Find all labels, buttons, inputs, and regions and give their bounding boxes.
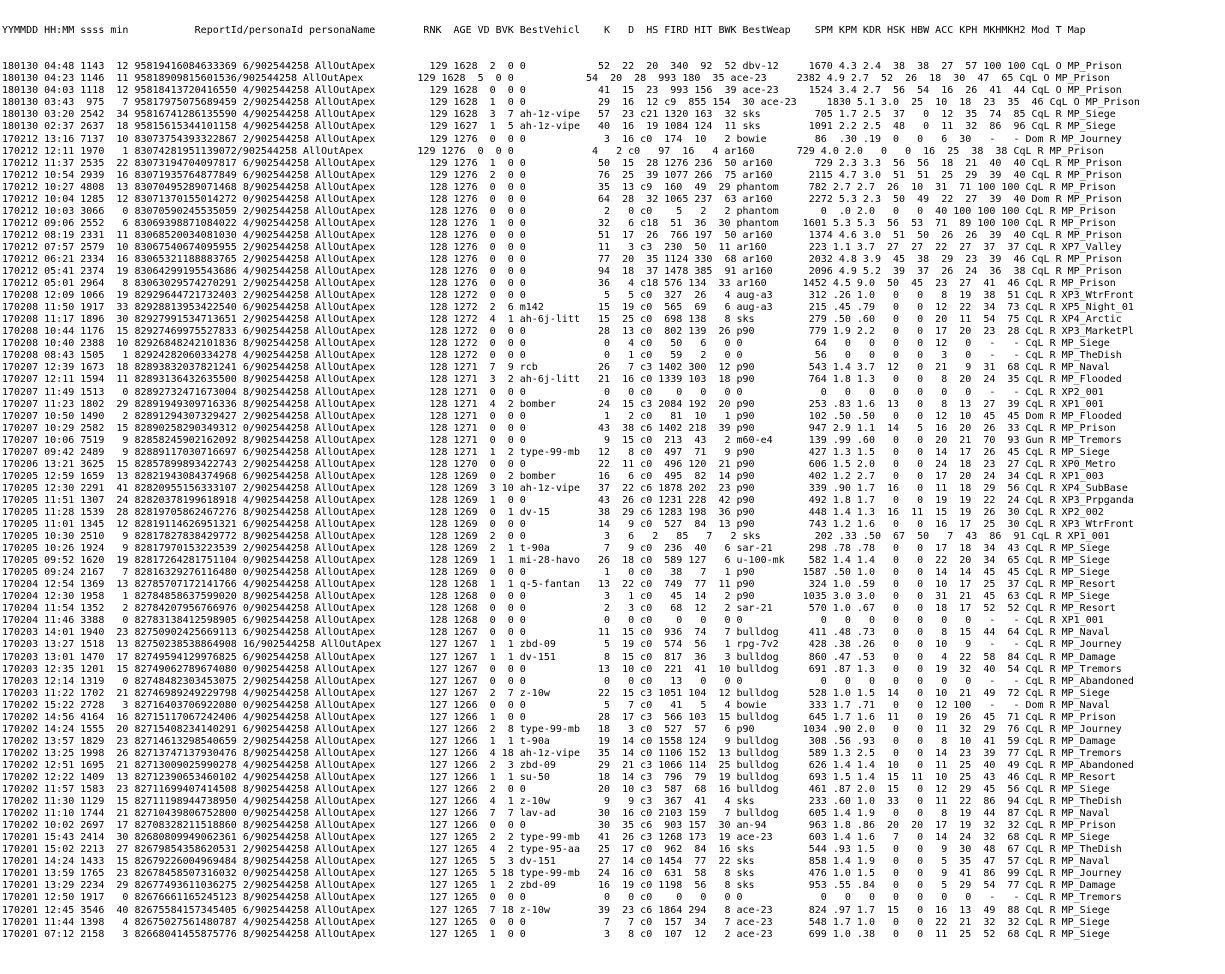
report-row: 170212 12:11 1970 1 83074281951139072/902544258 AllOutApex 129 1276 0 0 0 4 2 c0 97 16 4 ar160 729 4.0 2.0 0 0 16 25 38 38 CqL R MP_Prison: [2, 145, 1104, 157]
report-row: 170203 12:14 1319 0 82748482303453075 2/902544258 AllOutApex 127 1267 0 0 0 0 0 c0 13 0 0 0 0 0 0 0 0 0 0 - - CqL R MP_Abandoned: [2, 675, 1134, 687]
report-row: 170204 11:46 3388 0 82783138412598905 6/902544258 AllOutApex 128 1268 0 0 0 0 0 c0 0 0 0 0 0 0 0 0 0 0 0 - - CqL R XP1_001: [2, 615, 1104, 627]
report-row: 170212 09:06 2552 6 83069398871084022 4/902544258 AllOutApex 128 1276 1 0 0 32 6 c18 51 36 30 phantom 1601 5.3 5.3 56 53 71 89 100 100 CqL R MP_Prison: [2, 217, 1116, 229]
report-row: 170202 11:10 1744 21 82710439806752800 0/902544258 AllOutApex 127 1266 7 7 lav-ad 30 16 c0 2103 159 7 bulldog 605 1.4 1.9 0 0 8 19 44 87 CqL R MP_Naval: [2, 808, 1110, 820]
report-row: 180130 03:43 975 7 95817975075689459 2/902544258 AllOutApex 129 1628 1 0 0 29 16 12 c9 855 154 30 ace-23 1830 5.1 3.0 25 10 18 23 35 46 CqL O MP_Prison: [2, 97, 1140, 109]
report-row: 180130 03:20 2542 34 95816741286135590 4/902544258 AllOutApex 129 1628 3 7 ah-1z-vipe 57 23 c21 1320 163 32 sks 705 1.7 2.5 37 0 12 35 74 85 CqL R MP_Siege: [2, 109, 1116, 121]
column-header-row: YYMMDD HH:MM ssss min ReportId/personaId personaName RNK AGE VD BVK BestVehicl K D HS FIRD HIT BWK BestWeap SPM KPM KDR HSK HBW ACC KPH MKHMKH2 Mod T Map: [2, 25, 1086, 37]
report-row: 170201 12:50 1917 0 82676661165245123 8/902544258 AllOutApex 127 1265 0 0 0 0 0 c0 0 0 0 0 0 0 0 0 0 0 0 - - CqL R MP_Tremors: [2, 892, 1122, 904]
report-row: 180130 04:23 1146 11 95818909815601536/902544258 AllOutApex 129 1628 5 0 0 54 20 28 993 180 35 ace-23 2382 4.9 2.7 52 26 18 30 47 65 CqL O MP_Prison: [2, 73, 1110, 85]
report-row: 170205 10:30 2510 9 82817827838429772 8/902544258 AllOutApex 128 1269 2 0 0 3 6 2 85 7 2 sks 202 .33 .50 67 50 7 43 86 91 CqL R XP1_001: [2, 531, 1110, 543]
report-row: 170208 10:40 2388 10 82926848242101836 8/902544258 AllOutApex 128 1272 0 0 0 0 4 c0 50 6 0 0 64 0 0 0 0 12 0 - - CqL R MP_Siege: [2, 338, 1110, 350]
stats-report-listing: [2, 1, 1214, 953]
report-row: 170202 14:56 4164 16 82715117067242406 4/902544258 AllOutApex 127 1266 1 0 0 28 17 c3 566 103 15 bulldog 645 1.7 1.6 11 0 19 26 45 71 CqL R MP_Prison: [2, 711, 1116, 723]
report-row: 170203 13:01 1470 17 82749594129976825 6/902544258 AllOutApex 127 1267 1 1 dv-151 8 15 c0 817 36 3 bulldog 860 .47 .53 0 0 4 22 58 84 CqL R MP_Damage: [2, 651, 1116, 663]
report-row: 170207 11:23 1802 29 82891949309716336 8/902544258 AllOutApex 128 1271 4 2 bomber 24 15 c3 2084 192 20 p90 253 .83 1.6 13 0 8 13 27 39 CqL R XP1_001: [2, 398, 1104, 410]
report-row: 170205 11:28 1539 28 82819705862467276 8/902544258 AllOutApex 128 1269 0 1 dv-15 38 29 c6 1283 198 36 p90 448 1.4 1.3 16 11 15 19 26 30 CqL R XP2_002: [2, 506, 1104, 518]
report-row: 170207 09:42 2489 9 82889117030716697 6/902544258 AllOutApex 128 1271 1 2 type-99-mb 12 8 c0 497 71 9 p90 427 1.3 1.5 0 0 14 17 26 45 CqL R MP_Siege: [2, 446, 1110, 458]
report-row: 170202 13:25 1998 26 82713747137930476 8/902544258 AllOutApex 127 1266 4 18 ah-1z-vipe 35 14 c0 1106 152 13 bulldog 589 1.3 2.5 0 0 14 23 39 77 CqL R MP_Tremors: [2, 747, 1122, 759]
report-row: 170208 08:43 1505 1 82924282060334278 4/902544258 AllOutApex 128 1272 0 0 0 0 1 c0 59 2 0 0 56 0 0 0 0 3 0 - - CqL R MP_TheDish: [2, 350, 1122, 362]
report-row: 170212 05:41 2374 19 83064299195543686 4/902544258 AllOutApex 128 1276 0 0 0 94 18 37 1478 385 91 ar160 2096 4.9 5.2 39 37 26 24 36 38 CqL R MP_Prison: [2, 266, 1122, 278]
report-row: 180130 04:03 1118 12 95818413720416550 4/902544258 AllOutApex 129 1628 0 0 0 41 15 23 993 156 39 ace-23 1524 3.4 2.7 56 54 16 26 41 44 CqL O MP_Prison: [2, 85, 1122, 97]
report-row: 170203 12:35 1201 15 82749062789674080 0/902544258 AllOutApex 127 1267 0 0 0 13 10 c0 221 41 10 bulldog 691 .87 1.3 0 0 19 32 40 54 CqL R MP_Tremors: [2, 663, 1122, 675]
report-row: 170204 11:54 1352 2 82784207956766976 0/902544258 AllOutApex 128 1268 0 0 0 2 3 c0 68 12 2 sar-21 570 1.0 .67 0 0 18 17 52 52 CqL R MP_Resort: [2, 603, 1116, 615]
report-row: 170205 09:24 2167 7 82816329276116480 0/902544258 AllOutApex 128 1269 0 0 0 1 0 c0 38 7 1 p90 1587 .50 1.0 0 0 14 14 45 45 CqL R MP_Siege: [2, 567, 1110, 579]
report-row: 170205 11:01 1345 12 82819114626951321 6/902544258 AllOutApex 128 1269 0 0 0 14 9 c0 527 84 13 p90 743 1.2 1.6 0 0 16 17 25 30 CqL R XP3_WtrFront: [2, 519, 1134, 531]
report-row: 170202 12:22 1409 13 82712390653460102 4/902544258 AllOutApex 127 1266 1 1 su-50 18 14 c3 796 79 19 bulldog 693 1.5 1.4 15 11 10 25 43 46 CqL R MP_Resort: [2, 772, 1116, 783]
report-row: 170212 06:21 2334 16 83065321188883765 2/902544258 AllOutApex 128 1276 0 0 0 77 20 35 1124 330 68 ar160 2032 4.8 3.9 45 38 29 23 39 46 CqL R MP_Prison: [2, 253, 1122, 265]
report-row: 170207 12:39 1673 18 82893832037821241 6/902544258 AllOutApex 128 1271 7 9 rcb 26 7 c3 1402 300 12 p90 543 1.4 3.7 12 0 21 9 31 68 CqL R MP_Naval: [2, 362, 1110, 374]
report-row: 170212 05:01 2964 8 83063029574270291 2/902544258 AllOutApex 128 1276 0 0 0 36 4 c18 576 134 33 ar160 1452 4.5 9.0 50 45 23 27 41 46 CqL R MP_Prison: [2, 278, 1116, 290]
right-edge-strip: [1217, 0, 1225, 974]
report-row: 170203 11:22 1702 21 82746989249229798 4/902544258 AllOutApex 127 1267 2 7 z-10w 22 15 c3 1051 104 12 bulldog 528 1.0 1.5 14 0 10 21 49 72 CqL R MP_Siege: [2, 687, 1110, 699]
report-row: 170204 12:30 1958 1 82784858637599020 8/902544258 AllOutApex 128 1268 0 0 0 3 1 c0 45 14 2 p90 1035 3.0 3.0 0 0 31 21 45 63 CqL R MP_Siege: [2, 591, 1110, 603]
report-row: 170207 12:11 1594 11 82893136432635500 8/902544258 AllOutApex 128 1271 3 2 ah-6j-litt 21 16 c0 1339 103 18 p90 764 1.8 1.3 0 0 8 20 24 35 CqL R MP_Flooded: [2, 374, 1122, 386]
report-row: 170212 08:19 2331 11 83068520034081030 4/902544258 AllOutApex 128 1276 0 0 0 51 17 26 766 197 50 ar160 1374 4.6 3.0 51 50 26 26 39 40 CqL R MP_Prison: [2, 229, 1122, 241]
report-row: 170205 09:52 1620 19 82817264281751104 0/902544258 AllOutApex 128 1269 1 1 mi-28-havo 26 18 c0 589 127 6 u-100-mk 582 1.4 1.4 0 0 22 20 34 65 CqL R MP_Siege: [2, 555, 1110, 567]
report-row: 170205 11:51 1307 24 82820378199618918 4/902544258 AllOutApex 128 1269 1 0 0 43 26 c0 1231 228 42 p90 492 1.8 1.7 0 0 19 19 22 24 CqL R XP3_Prpganda: [2, 494, 1134, 506]
report-row: 170203 14:01 1940 23 82750902425669113 6/902544258 AllOutApex 128 1267 0 0 0 11 15 c0 936 74 7 bulldog 411 .48 .73 0 0 8 15 44 64 CqL R MP_Naval: [2, 627, 1110, 639]
report-row: 170212 07:57 2579 10 83067540674095955 2/902544258 AllOutApex 128 1276 0 0 0 11 3 c3 230 50 11 ar160 223 1.1 3.7 27 27 22 27 37 37 CqL R XP7_Valley: [2, 241, 1122, 253]
report-row: 170208 10:44 1176 15 82927469975527833 6/902544258 AllOutApex 128 1272 0 0 0 28 13 c0 802 139 26 p90 779 1.9 2.2 0 0 17 20 23 28 CqL R XP3_MarketPl: [2, 326, 1134, 338]
report-row: 180130 04:48 1143 12 95819416084633369 6/902544258 AllOutApex 129 1628 2 0 0 52 22 20 340 92 52 dbv-12 1670 4.3 2.4 38 38 27 57 100 100 CqL O MP_Prison: [2, 61, 1122, 73]
report-row: 170212 10:54 2939 16 83071935764877849 6/902544258 AllOutApex 129 1276 2 0 0 76 25 39 1077 266 75 ar160 2115 4.7 3.0 51 51 25 29 39 40 CqL R MP_Prison: [2, 169, 1122, 181]
report-row: 170212 10:04 1285 12 83071370155014272 0/902544258 AllOutApex 128 1276 0 0 0 64 28 32 1065 237 63 ar160 2272 5.3 2.3 50 49 22 27 39 40 Dom R MP_Prison: [2, 193, 1122, 205]
report-row: 170202 10:02 2697 17 82708328211518860 8/902544258 AllOutApex 127 1266 0 0 0 30 35 c6 903 157 30 an-94 963 1.8 .86 20 20 17 19 32 32 CqL R MP_Prison: [2, 820, 1116, 832]
report-row: 170207 10:50 1490 2 82891294307329427 2/902544258 AllOutApex 128 1271 0 0 0 1 2 c0 81 10 1 p90 102 .50 .50 0 0 12 10 45 45 Dom R MP_Flooded: [2, 410, 1122, 422]
report-row: 170207 10:29 2582 15 82890258290349312 0/902544258 AllOutApex 128 1271 0 0 0 43 38 c6 1402 218 39 p90 947 2.9 1.1 14 5 16 20 26 33 CqL R MP_Prison: [2, 422, 1116, 434]
report-row: 170202 15:22 2728 3 82716403706922080 0/902544258 AllOutApex 127 1266 0 0 0 5 7 c0 41 5 4 bowie 333 1.7 .71 0 0 12 100 - - Dom R MP_Naval: [2, 699, 1110, 711]
report-row: 170201 13:59 1765 23 82678458507316032 0/902544258 AllOutApex 127 1265 5 18 type-99-mb 24 16 c0 631 58 8 sks 476 1.0 1.5 0 0 9 41 86 99 CqL R MP_Journey: [2, 868, 1122, 880]
report-row: 170212 13:16 7137 10 83073754393322867 2/902544258 AllOutApex 129 1276 0 0 0 3 16 c0 174 10 2 bowie 86 .30 .19 0 0 6 30 - - Dom R MP_Journey: [2, 133, 1122, 145]
report-row: 170207 11:49 1513 0 82892732471673004 8/902544258 AllOutApex 128 1271 0 0 0 0 0 c0 0 0 0 0 0 0 0 0 0 0 0 - - CqL R XP2_001: [2, 386, 1104, 398]
report-row: 170205 10:26 1924 9 82817970153223539 2/902544258 AllOutApex 128 1269 2 1 t-90a 7 9 c0 236 40 6 sar-21 298 .78 .78 0 0 17 18 34 43 CqL R MP_Siege: [2, 543, 1110, 555]
report-row: 170202 11:57 1583 23 82711699407414508 8/902544258 AllOutApex 127 1266 2 0 0 20 10 c3 587 68 16 bulldog 461 .87 2.0 15 0 12 29 45 56 CqL R MP_Siege: [2, 784, 1110, 796]
report-row: 170202 11:30 1129 15 82711198944738950 4/902544258 AllOutApex 127 1266 4 1 z-10w 9 9 c3 367 41 4 sks 233 .60 1.0 33 0 11 22 86 94 CqL R MP_TheDish: [2, 796, 1122, 808]
report-row: 170205 12:59 1659 13 82821943084374968 6/902544258 AllOutApex 128 1269 0 2 bomber 16 6 c0 495 82 14 p90 402 1.2 2.7 0 0 17 20 24 34 CqL R XP1_003: [2, 470, 1104, 482]
report-row: 170208 11:17 1896 30 82927991534713651 2/902544258 AllOutApex 128 1272 4 1 ah-6j-litt 15 25 c0 698 138 8 sks 279 .50 .60 0 0 20 11 54 75 CqL R XP4_Arctic: [2, 314, 1122, 326]
report-row: 170208 12:09 1066 19 82929644721732403 2/902544258 AllOutApex 128 1272 0 0 0 5 5 c0 327 26 4 aug-a3 312 .26 1.0 0 0 8 19 38 51 CqL R XP3_WtrFront: [2, 290, 1134, 302]
report-row: 170204 12:54 1369 13 82785707172141766 4/902544258 AllOutApex 128 1268 1 1 q-5-fantan 13 22 c0 749 77 11 p90 324 1.0 .59 0 0 10 17 25 37 CqL R MP_Resort: [2, 579, 1116, 591]
report-row: 170206 13:21 3625 15 82857899893422743 2/902544258 AllOutApex 128 1270 0 0 0 22 11 c0 496 120 21 p90 606 1.5 2.0 0 0 24 18 23 27 CqL R XP0_Metro: [2, 458, 1116, 470]
report-row: 170201 14:24 1433 15 82679226004969484 8/902544258 AllOutApex 127 1265 5 3 dv-151 27 14 c0 1454 77 22 sks 858 1.4 1.9 0 0 5 35 47 57 CqL R MP_Naval: [2, 856, 1110, 868]
report-row: 170201 13:29 2234 29 82677493611036275 2/902544258 AllOutApex 127 1265 1 2 zbd-09 16 19 c0 1198 56 8 sks 953 .55 .84 0 0 5 29 54 77 CqL R MP_Damage: [2, 880, 1116, 892]
report-row: 170205 12:30 2291 41 82820955156333107 2/902544258 AllOutApex 128 1269 3 10 ah-1z-vipe 37 22 c6 1878 202 23 p90 339 .90 1.7 16 0 11 18 29 56 CqL R XP4_SubBase: [2, 482, 1128, 494]
report-row: 170207 10:06 7519 9 82858245902162092 8/902544258 AllOutApex 128 1271 0 0 0 9 15 c0 213 43 2 m60-e4 139 .99 .60 0 0 20 21 70 93 Gun R MP_Tremors: [2, 434, 1122, 446]
report-rows: [2, 61, 1214, 940]
report-row: 170208 11:50 1917 33 82928813953422540 6/902544258 AllOutApex 128 1272 2 6 m142 15 19 c0 565 69 6 aug-a3 215 .45 .79 0 0 12 22 34 73 CqL R XP5_Night_01: [2, 302, 1134, 314]
report-row: 170201 12:45 3546 40 82675584157345405 6/902544258 AllOutApex 127 1265 7 18 z-10w 39 23 c6 1864 294 8 ace-23 824 .97 1.7 15 0 16 13 49 88 CqL R MP_Siege: [2, 904, 1110, 916]
report-row: 170201 07:12 2158 3 82668041455875776 8/902544258 AllOutApex 127 1265 1 0 0 3 8 c0 107 12 2 ace-23 699 1.0 .38 0 0 11 25 52 68 CqL R MP_Siege: [2, 928, 1110, 940]
report-row: 170201 15:43 2414 30 82680809949062361 6/902544258 AllOutApex 127 1265 2 2 type-99-mb 41 26 c3 1268 173 19 ace-23 603 1.4 1.6 7 0 14 24 32 68 CqL R MP_Siege: [2, 832, 1110, 844]
report-row: 180130 02:37 2637 18 95815615344101158 4/902544258 AllOutApex 129 1627 1 5 ah-1z-vipe 40 16 19 1084 124 11 sks 1091 2.2 2.5 48 0 11 32 86 96 CqL R MP_Siege: [2, 121, 1116, 133]
report-row: 170202 14:24 1555 20 82715408234140291 6/902544258 AllOutApex 127 1266 2 8 type-99-mb 18 3 c0 527 57 6 p90 1034 .90 2.0 0 0 11 32 29 76 CqL R MP_Journey: [2, 723, 1122, 735]
report-row: 170212 10:03 3066 0 83070590245535059 2/902544258 AllOutApex 128 1276 0 0 0 2 0 c0 5 2 2 phantom 0 .0 2.0 0 0 40 100 100 100 CqL R MP_Prison: [2, 205, 1116, 217]
report-row: 170201 15:02 2213 27 82679854358620531 2/902544258 AllOutApex 127 1265 4 2 type-95-aa 25 17 c0 962 84 16 sks 544 .93 1.5 0 0 9 30 48 67 CqL R MP_TheDish: [2, 844, 1122, 856]
report-row: 170203 13:27 1518 13 82750238538864908 16/902544258 AllOutApex 127 1267 1 1 zbd-09 5 19 c0 574 56 1 rpg-7v2 428 .38 .26 0 0 10 9 - - CqL R MP_Journey: [2, 639, 1122, 651]
report-row: 170202 12:51 1695 21 82713009025990278 4/902544258 AllOutApex 127 1266 2 3 zbd-09 29 21 c3 1066 114 25 bulldog 626 1.4 1.4 10 0 11 25 40 49 CqL R MP_Abandoned: [2, 759, 1134, 771]
report-row: 170202 13:57 1829 23 82714613298540659 2/902544258 AllOutApex 127 1266 1 1 t-90a 19 14 c0 1558 124 9 bulldog 308 .56 .93 0 0 8 10 41 59 CqL R MP_Damage: [2, 735, 1116, 747]
report-row: 170212 11:37 2535 22 83073194704097817 6/902544258 AllOutApex 129 1276 1 0 0 50 15 28 1276 236 50 ar160 729 2.3 3.3 56 56 18 21 40 40 CqL R MP_Prison: [2, 157, 1122, 169]
report-row: 170201 11:44 1398 4 82675027561480787 4/902544258 AllOutApex 127 1265 0 0 0 7 7 c0 157 34 7 ace-23 548 1.7 1.0 0 0 22 21 32 32 CqL R MP_Siege: [2, 916, 1110, 928]
report-row: 170212 10:27 4808 13 83070495289071468 8/902544258 AllOutApex 128 1276 0 0 0 35 13 c9 160 49 29 phantom 782 2.7 2.7 26 10 31 71 100 100 CqL R MP_Prison: [2, 181, 1116, 193]
